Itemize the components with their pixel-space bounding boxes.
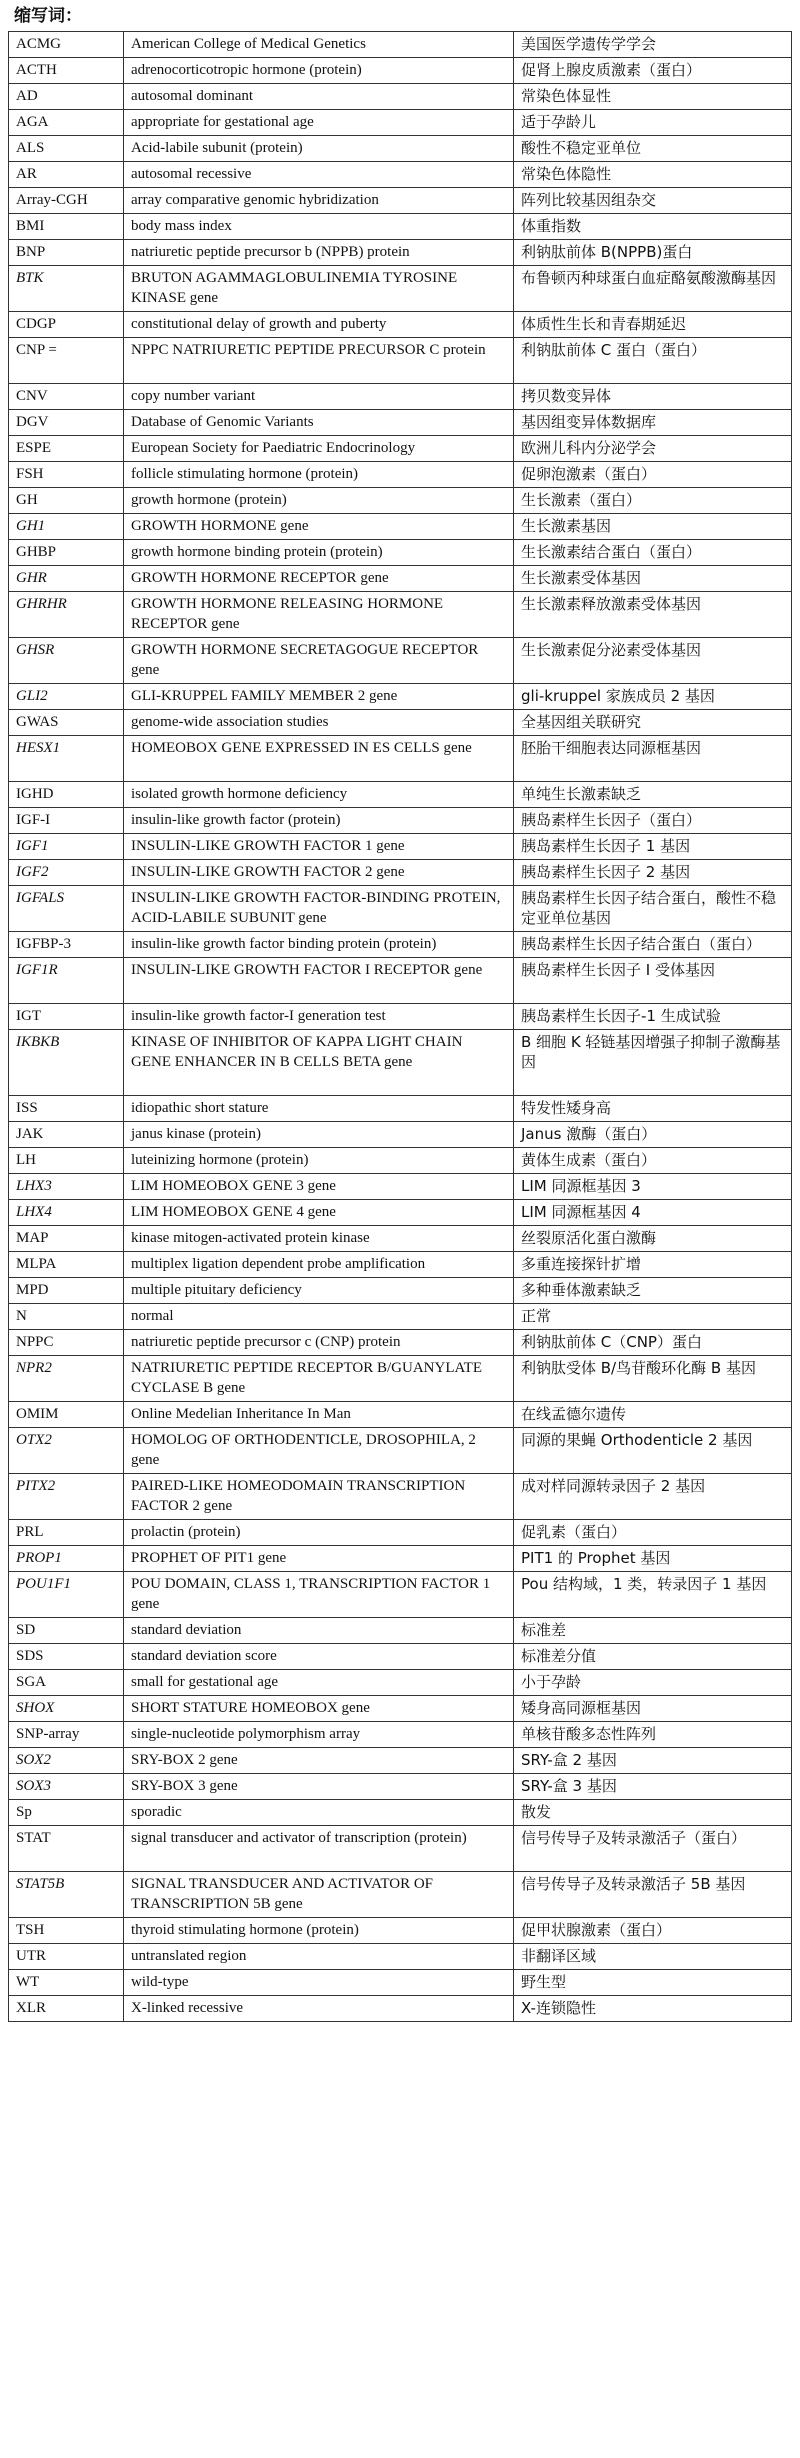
abbreviation-cell: AGA [9,110,124,136]
chinese-term-cell: 胚胎干细胞表达同源框基因 [514,736,792,782]
english-term-cell: single-nucleotide polymorphism array [124,1722,514,1748]
chinese-term-cell: 利钠肽前体 C（CNP）蛋白 [514,1330,792,1356]
abbreviation-cell: XLR [9,1996,124,2022]
table-row [9,860,792,886]
english-term-cell: GROWTH HORMONE RECEPTOR gene [124,566,514,592]
table-row [9,1996,792,2022]
abbreviation-cell: MAP [9,1226,124,1252]
table-row [9,1944,792,1970]
table-row [9,1970,792,1996]
abbreviation-cell: DGV [9,410,124,436]
chinese-term-cell: 单纯生长激素缺乏 [514,782,792,808]
english-term-cell: NATRIURETIC PEPTIDE RECEPTOR B/GUANYLATE CYCLASE B gene [124,1356,514,1402]
table-row [9,462,792,488]
table-row [9,1096,792,1122]
english-term-cell: SIGNAL TRANSDUCER AND ACTIVATOR OF TRANSCRIPTION 5B gene [124,1872,514,1918]
abbreviation-cell: BMI [9,214,124,240]
table-row [9,58,792,84]
abbreviation-cell: IGFALS [9,886,124,932]
english-term-cell: standard deviation score [124,1644,514,1670]
chinese-term-cell: LIM 同源框基因 3 [514,1174,792,1200]
table-row [9,266,792,312]
english-term-cell: standard deviation [124,1618,514,1644]
table-row [9,1644,792,1670]
chinese-term-cell: 正常 [514,1304,792,1330]
english-term-cell: INSULIN-LIKE GROWTH FACTOR-BINDING PROTEIN, ACID-LABILE SUBUNIT gene [124,886,514,932]
abbreviation-cell: STAT5B [9,1872,124,1918]
english-term-cell: prolactin (protein) [124,1520,514,1546]
english-term-cell: natriuretic peptide precursor c (CNP) protein [124,1330,514,1356]
table-row [9,1474,792,1520]
abbreviation-cell: GH1 [9,514,124,540]
chinese-term-cell: 促肾上腺皮质激素（蛋白） [514,58,792,84]
chinese-term-cell: 多重连接探针扩增 [514,1252,792,1278]
chinese-term-cell: 矮身高同源框基因 [514,1696,792,1722]
english-term-cell: GLI-KRUPPEL FAMILY MEMBER 2 gene [124,684,514,710]
table-row [9,436,792,462]
english-term-cell: INSULIN-LIKE GROWTH FACTOR 2 gene [124,860,514,886]
abbreviation-cell: HESX1 [9,736,124,782]
english-term-cell: PAIRED-LIKE HOMEODOMAIN TRANSCRIPTION FACTOR 2 gene [124,1474,514,1520]
english-term-cell: sporadic [124,1800,514,1826]
english-term-cell: GROWTH HORMONE gene [124,514,514,540]
english-term-cell: POU DOMAIN, CLASS 1, TRANSCRIPTION FACTOR 1 gene [124,1572,514,1618]
chinese-term-cell: 促卵泡激素（蛋白） [514,462,792,488]
english-term-cell: small for gestational age [124,1670,514,1696]
chinese-term-cell: 基因组变异体数据库 [514,410,792,436]
english-term-cell: array comparative genomic hybridization [124,188,514,214]
chinese-term-cell: SRY-盒 2 基因 [514,1748,792,1774]
english-term-cell: growth hormone (protein) [124,488,514,514]
table-row [9,566,792,592]
english-term-cell: growth hormone binding protein (protein) [124,540,514,566]
table-row [9,1428,792,1474]
table-row [9,214,792,240]
english-term-cell: kinase mitogen-activated protein kinase [124,1226,514,1252]
abbreviation-cell: TSH [9,1918,124,1944]
table-row [9,782,792,808]
abbreviation-cell: ISS [9,1096,124,1122]
table-row [9,684,792,710]
chinese-term-cell: 丝裂原活化蛋白激酶 [514,1226,792,1252]
english-term-cell: European Society for Paediatric Endocrinology [124,436,514,462]
page-title: 缩写词： [14,6,82,26]
english-term-cell: wild-type [124,1970,514,1996]
english-term-cell: luteinizing hormone (protein) [124,1148,514,1174]
abbreviation-cell: Array-CGH [9,188,124,214]
chinese-term-cell: 胰岛素样生长因子结合蛋白，酸性不稳定亚单位基因 [514,886,792,932]
english-term-cell: LIM HOMEOBOX GENE 4 gene [124,1200,514,1226]
abbreviation-cell: PRL [9,1520,124,1546]
abbreviation-cell: OMIM [9,1402,124,1428]
chinese-term-cell: 黄体生成素（蛋白） [514,1148,792,1174]
abbreviation-cell: SOX3 [9,1774,124,1800]
english-term-cell: HOMOLOG OF ORTHODENTICLE, DROSOPHILA, 2 gene [124,1428,514,1474]
table-row [9,240,792,266]
english-term-cell: body mass index [124,214,514,240]
english-term-cell: adrenocorticotropic hormone (protein) [124,58,514,84]
chinese-term-cell: 生长激素结合蛋白（蛋白） [514,540,792,566]
abbreviation-cell: BTK [9,266,124,312]
chinese-term-cell: 标准差分值 [514,1644,792,1670]
abbreviation-cell: WT [9,1970,124,1996]
table-row [9,162,792,188]
chinese-term-cell: 阵列比较基因组杂交 [514,188,792,214]
abbreviation-cell: CDGP [9,312,124,338]
chinese-term-cell: 小于孕龄 [514,1670,792,1696]
abbreviation-cell: GHR [9,566,124,592]
table-row [9,84,792,110]
abbreviation-cell: Sp [9,1800,124,1826]
abbreviation-cell: SGA [9,1670,124,1696]
table-row [9,540,792,566]
english-term-cell: KINASE OF INHIBITOR OF KAPPA LIGHT CHAIN GENE ENHANCER IN B CELLS BETA gene [124,1030,514,1096]
abbreviation-cell: GHSR [9,638,124,684]
abbreviation-cell: ESPE [9,436,124,462]
english-term-cell: idiopathic short stature [124,1096,514,1122]
table-row [9,1304,792,1330]
table-row [9,958,792,1004]
chinese-term-cell: 单核苷酸多态性阵列 [514,1722,792,1748]
chinese-term-cell: 全基因组关联研究 [514,710,792,736]
table-row [9,808,792,834]
chinese-term-cell: 野生型 [514,1970,792,1996]
chinese-term-cell: 欧洲儿科内分泌学会 [514,436,792,462]
english-term-cell: GROWTH HORMONE SECRETAGOGUE RECEPTOR gene [124,638,514,684]
chinese-term-cell: 常染色体隐性 [514,162,792,188]
english-term-cell: autosomal dominant [124,84,514,110]
abbreviation-cell: FSH [9,462,124,488]
chinese-term-cell: LIM 同源框基因 4 [514,1200,792,1226]
abbreviation-cell: GLI2 [9,684,124,710]
table-row [9,1826,792,1872]
english-term-cell: American College of Medical Genetics [124,32,514,58]
abbreviation-cell: LHX4 [9,1200,124,1226]
abbreviation-cell: PROP1 [9,1546,124,1572]
table-row [9,886,792,932]
english-term-cell: insulin-like growth factor (protein) [124,808,514,834]
chinese-term-cell: SRY-盒 3 基因 [514,1774,792,1800]
chinese-term-cell: 胰岛素样生长因子 1 基因 [514,834,792,860]
chinese-term-cell: 胰岛素样生长因子（蛋白） [514,808,792,834]
chinese-term-cell: 生长激素促分泌素受体基因 [514,638,792,684]
abbreviation-cell: CNV [9,384,124,410]
english-term-cell: follicle stimulating hormone (protein) [124,462,514,488]
english-term-cell: INSULIN-LIKE GROWTH FACTOR 1 gene [124,834,514,860]
english-term-cell: thyroid stimulating hormone (protein) [124,1918,514,1944]
chinese-term-cell: 生长激素释放激素受体基因 [514,592,792,638]
abbreviation-cell: MPD [9,1278,124,1304]
chinese-term-cell: X-连锁隐性 [514,1996,792,2022]
chinese-term-cell: 信号传导子及转录激活子（蛋白） [514,1826,792,1872]
table-row [9,1520,792,1546]
table-row [9,592,792,638]
chinese-term-cell: 非翻译区域 [514,1944,792,1970]
english-term-cell: autosomal recessive [124,162,514,188]
abbreviation-cell: IGHD [9,782,124,808]
abbreviation-table-body [9,32,792,2022]
table-row [9,1200,792,1226]
table-row [9,1148,792,1174]
chinese-term-cell: 拷贝数变异体 [514,384,792,410]
english-term-cell: INSULIN-LIKE GROWTH FACTOR I RECEPTOR gene [124,958,514,1004]
table-row [9,338,792,384]
chinese-term-cell: 生长激素受体基因 [514,566,792,592]
table-row [9,1670,792,1696]
chinese-term-cell: B 细胞 K 轻链基因增强子抑制子激酶基因 [514,1030,792,1096]
english-term-cell: BRUTON AGAMMAGLOBULINEMIA TYROSINE KINASE gene [124,266,514,312]
english-term-cell: isolated growth hormone deficiency [124,782,514,808]
table-row [9,1356,792,1402]
english-term-cell: X-linked recessive [124,1996,514,2022]
chinese-term-cell: Janus 激酶（蛋白） [514,1122,792,1148]
abbreviation-cell: GHBP [9,540,124,566]
english-term-cell: Online Medelian Inheritance In Man [124,1402,514,1428]
chinese-term-cell: 利钠肽受体 B/鸟苷酸环化酶 B 基因 [514,1356,792,1402]
abbreviation-cell: SD [9,1618,124,1644]
english-term-cell: Acid-labile subunit (protein) [124,136,514,162]
english-term-cell: SRY-BOX 3 gene [124,1774,514,1800]
english-term-cell: genome-wide association studies [124,710,514,736]
table-row [9,1722,792,1748]
chinese-term-cell: 酸性不稳定亚单位 [514,136,792,162]
abbreviation-cell: MLPA [9,1252,124,1278]
table-row [9,1774,792,1800]
abbreviation-cell: IGF2 [9,860,124,886]
abbreviation-cell: ALS [9,136,124,162]
abbreviation-cell: PITX2 [9,1474,124,1520]
english-term-cell: GROWTH HORMONE RELEASING HORMONE RECEPTOR gene [124,592,514,638]
abbreviation-cell: SDS [9,1644,124,1670]
chinese-term-cell: 适于孕龄儿 [514,110,792,136]
english-term-cell: untranslated region [124,1944,514,1970]
english-term-cell: insulin-like growth factor-I generation test [124,1004,514,1030]
table-row [9,1226,792,1252]
chinese-term-cell: 成对样同源转录因子 2 基因 [514,1474,792,1520]
chinese-term-cell: 标准差 [514,1618,792,1644]
table-row [9,1872,792,1918]
abbreviation-cell: LHX3 [9,1174,124,1200]
english-term-cell: SRY-BOX 2 gene [124,1748,514,1774]
table-row [9,136,792,162]
table-row [9,1402,792,1428]
chinese-term-cell: 多种垂体激素缺乏 [514,1278,792,1304]
chinese-term-cell: Pou 结构域，1 类，转录因子 1 基因 [514,1572,792,1618]
chinese-term-cell: 在线孟德尔遗传 [514,1402,792,1428]
table-row [9,736,792,782]
table-row [9,1278,792,1304]
abbreviation-cell: N [9,1304,124,1330]
chinese-term-cell: 同源的果蝇 Orthodenticle 2 基因 [514,1428,792,1474]
table-row [9,110,792,136]
table-row [9,384,792,410]
abbreviation-cell: CNP = [9,338,124,384]
chinese-term-cell: 利钠肽前体 B(NPPB)蛋白 [514,240,792,266]
english-term-cell: natriuretic peptide precursor b (NPPB) protein [124,240,514,266]
table-row [9,514,792,540]
abbreviation-cell: GHRHR [9,592,124,638]
table-row [9,1696,792,1722]
table-row [9,1546,792,1572]
abbreviation-cell: SNP-array [9,1722,124,1748]
abbreviation-cell: UTR [9,1944,124,1970]
abbreviation-cell: GWAS [9,710,124,736]
table-row [9,1748,792,1774]
abbreviation-cell: LH [9,1148,124,1174]
chinese-term-cell: 体重指数 [514,214,792,240]
english-term-cell: SHORT STATURE HOMEOBOX gene [124,1696,514,1722]
english-term-cell: multiple pituitary deficiency [124,1278,514,1304]
english-term-cell: copy number variant [124,384,514,410]
english-term-cell: appropriate for gestational age [124,110,514,136]
english-term-cell: signal transducer and activator of transcription (protein) [124,1826,514,1872]
abbreviation-cell: IGF1R [9,958,124,1004]
table-row [9,1800,792,1826]
abbreviation-cell: IGF1 [9,834,124,860]
chinese-term-cell: 美国医学遗传学学会 [514,32,792,58]
abbreviation-cell: ACTH [9,58,124,84]
abbreviation-cell: NPR2 [9,1356,124,1402]
abbreviation-cell: IGT [9,1004,124,1030]
table-row [9,1030,792,1096]
table-row [9,1122,792,1148]
chinese-term-cell: 促甲状腺激素（蛋白） [514,1918,792,1944]
table-row [9,488,792,514]
abbreviation-cell: IKBKB [9,1030,124,1096]
table-row [9,834,792,860]
chinese-term-cell: 促乳素（蛋白） [514,1520,792,1546]
abbreviation-cell: SHOX [9,1696,124,1722]
abbreviation-cell: IGFBP-3 [9,932,124,958]
table-row [9,1572,792,1618]
english-term-cell: janus kinase (protein) [124,1122,514,1148]
chinese-term-cell: 布鲁顿丙种球蛋白血症酪氨酸激酶基因 [514,266,792,312]
chinese-term-cell: 胰岛素样生长因子结合蛋白（蛋白） [514,932,792,958]
abbreviation-cell: AD [9,84,124,110]
table-row [9,312,792,338]
chinese-term-cell: 胰岛素样生长因子-1 生成试验 [514,1004,792,1030]
english-term-cell: NPPC NATRIURETIC PEPTIDE PRECURSOR C protein [124,338,514,384]
table-row [9,932,792,958]
chinese-term-cell: 信号传导子及转录激活子 5B 基因 [514,1872,792,1918]
abbreviation-cell: IGF-I [9,808,124,834]
chinese-term-cell: gli-kruppel 家族成员 2 基因 [514,684,792,710]
english-term-cell: Database of Genomic Variants [124,410,514,436]
chinese-term-cell: 胰岛素样生长因子 2 基因 [514,860,792,886]
chinese-term-cell: 利钠肽前体 C 蛋白（蛋白） [514,338,792,384]
abbreviation-cell: GH [9,488,124,514]
english-term-cell: LIM HOMEOBOX GENE 3 gene [124,1174,514,1200]
chinese-term-cell: 生长激素基因 [514,514,792,540]
abbreviation-cell: OTX2 [9,1428,124,1474]
table-row [9,1918,792,1944]
chinese-term-cell: 生长激素（蛋白） [514,488,792,514]
chinese-term-cell: 胰岛素样生长因子 I 受体基因 [514,958,792,1004]
table-row [9,710,792,736]
abbreviation-table [8,31,792,2022]
chinese-term-cell: 体质性生长和青春期延迟 [514,312,792,338]
table-row [9,1174,792,1200]
table-row [9,1330,792,1356]
chinese-term-cell: PIT1 的 Prophet 基因 [514,1546,792,1572]
english-term-cell: constitutional delay of growth and puberty [124,312,514,338]
chinese-term-cell: 特发性矮身高 [514,1096,792,1122]
table-row [9,32,792,58]
table-row [9,1004,792,1030]
table-row [9,1618,792,1644]
table-row [9,410,792,436]
chinese-term-cell: 常染色体显性 [514,84,792,110]
abbreviation-cell: BNP [9,240,124,266]
english-term-cell: HOMEOBOX GENE EXPRESSED IN ES CELLS gene [124,736,514,782]
abbreviation-cell: POU1F1 [9,1572,124,1618]
abbreviation-cell: JAK [9,1122,124,1148]
english-term-cell: normal [124,1304,514,1330]
abbreviation-cell: SOX2 [9,1748,124,1774]
english-term-cell: insulin-like growth factor binding protein (protein) [124,932,514,958]
english-term-cell: PROPHET OF PIT1 gene [124,1546,514,1572]
table-row [9,188,792,214]
abbreviation-cell: NPPC [9,1330,124,1356]
abbreviation-cell: AR [9,162,124,188]
abbreviation-cell: ACMG [9,32,124,58]
table-row [9,638,792,684]
abbreviation-cell: STAT [9,1826,124,1872]
chinese-term-cell: 散发 [514,1800,792,1826]
table-row [9,1252,792,1278]
english-term-cell: multiplex ligation dependent probe amplification [124,1252,514,1278]
